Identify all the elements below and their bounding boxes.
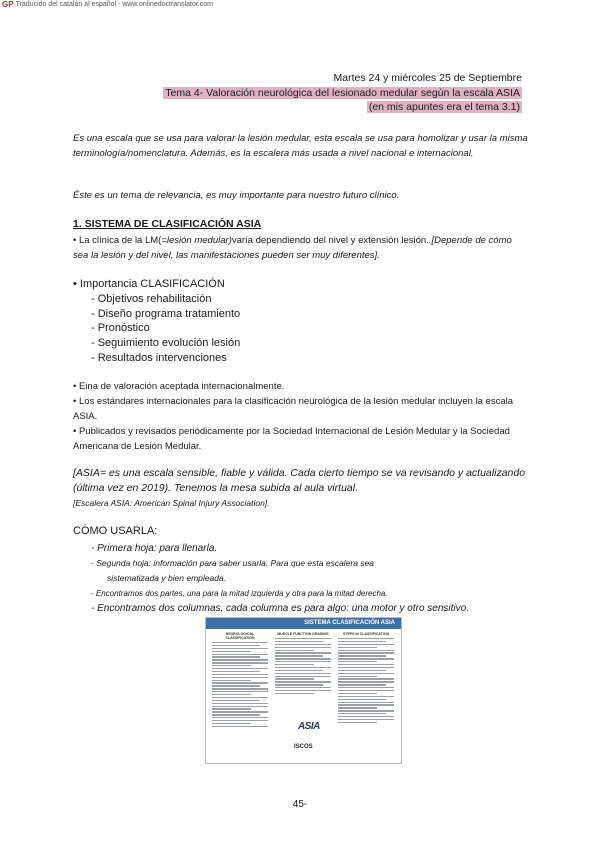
list-item: - Seguimiento evolución lesión: [91, 337, 241, 350]
sheet-header: SISTEMA CLASIFICACIÓN ASIA: [206, 618, 401, 629]
list-item: - Encontramos dos partes, una para la mitad izquierda y otra para la mitad derecha.: [91, 589, 388, 598]
list-item: - Encontramos dos columnas, cada columna es para algo: una motor y otro sensitivo.: [91, 603, 469, 614]
relevance-paragraph: Éste es un tema de relevancia, es muy importante para nuestro futuro clínico.: [73, 190, 400, 201]
sheet-col3-head: STEPS IN CLASSIFICATION: [342, 632, 390, 636]
translator-watermark: [2, 0, 213, 9]
list-item: • Los estándares internacionales para la clasificación neurológica de la lesión medular incluyen la escala ASIA.: [73, 396, 514, 422]
topic-subtitle: (en mis apuntes era el tema 3.1): [368, 101, 520, 113]
how-to-use-list: [91, 541, 469, 616]
list-item: sistematizada y bien empleada.: [107, 573, 227, 583]
importance-list: [91, 292, 240, 366]
clinic-bullet-part-b: =lesión medular): [161, 235, 232, 246]
clinic-bullet: [73, 233, 528, 263]
list-item: - Pronóstico: [91, 322, 150, 335]
standards-bullets: [73, 379, 528, 454]
list-item: - Primera hoja: para llenarla.: [91, 543, 218, 554]
page-number: 45-: [292, 799, 308, 810]
clinic-bullet-part-d: [Depende de cómo sea la lesión y del nivel, las manifestaciones pueden ser muy diferentes].: [73, 235, 512, 261]
topic-title: Tema 4- Valoración neurológica del lesionado medular según la escala ASIA: [165, 87, 520, 99]
asia-note: [73, 466, 528, 511]
how-to-use-title: CÓMO USARLA:: [73, 525, 158, 537]
sheet-col1-head: NEUROLOGICAL CLASSIFICATION: [225, 632, 255, 640]
list-item: • Eina de valoración aceptada internacionalmente.: [73, 381, 285, 392]
lecture-date: Martes 24 y miércoles 25 de Septiembre: [333, 72, 522, 84]
sheet-col2-head: MUSCLE FUNCTION GRADING: [277, 632, 329, 636]
clinic-bullet-part-a: • La clínica de la LM(: [73, 235, 162, 246]
iscos-logo-icon: ISCOS: [294, 744, 313, 750]
importance-title: • Importancia CLASIFICACIÓN: [73, 278, 225, 290]
sheet-column-3: [338, 632, 394, 725]
watermark-text: Traducido del catalán al español - www.onlinedoctranslator.com: [15, 1, 213, 8]
asia-logo-icon: ASIA: [298, 721, 320, 732]
asia-sheet-image: [205, 617, 402, 764]
list-item: • Publicados y revisados periódicamente por la Sociedad Internacional de Lesión Medular y la Sociedad Americana de Lesión Medular.: [73, 426, 510, 452]
clinic-bullet-part-c: varía dependiendo del nivel y extensión lesión.: [231, 235, 432, 246]
sheet-column-2: [275, 632, 331, 696]
section-heading: 1. SISTEMA DE CLASIFICACIÓN ASIA: [73, 218, 262, 230]
list-item: - Objetivos rehabilitación: [91, 293, 212, 305]
asia-note-text: [ASIA= es una escala sensible, fiable y válida. Cada cierto tiempo se va revisando y actualizando (última vez en 2019). Tenemos la mesa subida al aula virtual.: [73, 467, 526, 494]
asia-note-small: [Escalera ASIA: American Spinal Injury Association].: [73, 498, 270, 508]
intro-paragraph: Es una escala que se usa para valorar la lesión medular, esta escala se usa para homolizar y usar la misma terminología/nomenclatura. Además, es la escalera más usada a nivel nacional e internacional.: [73, 133, 528, 159]
translator-logo-icon: GP: [2, 0, 14, 9]
sheet-column-1: [212, 632, 268, 729]
list-item: - Resultados intervenciones: [91, 351, 227, 364]
list-item: - Diseño programa tratamiento: [91, 307, 241, 320]
list-item: - Segunda hoja: información para saber usarla. Para que esta escalera sea: [91, 558, 375, 568]
